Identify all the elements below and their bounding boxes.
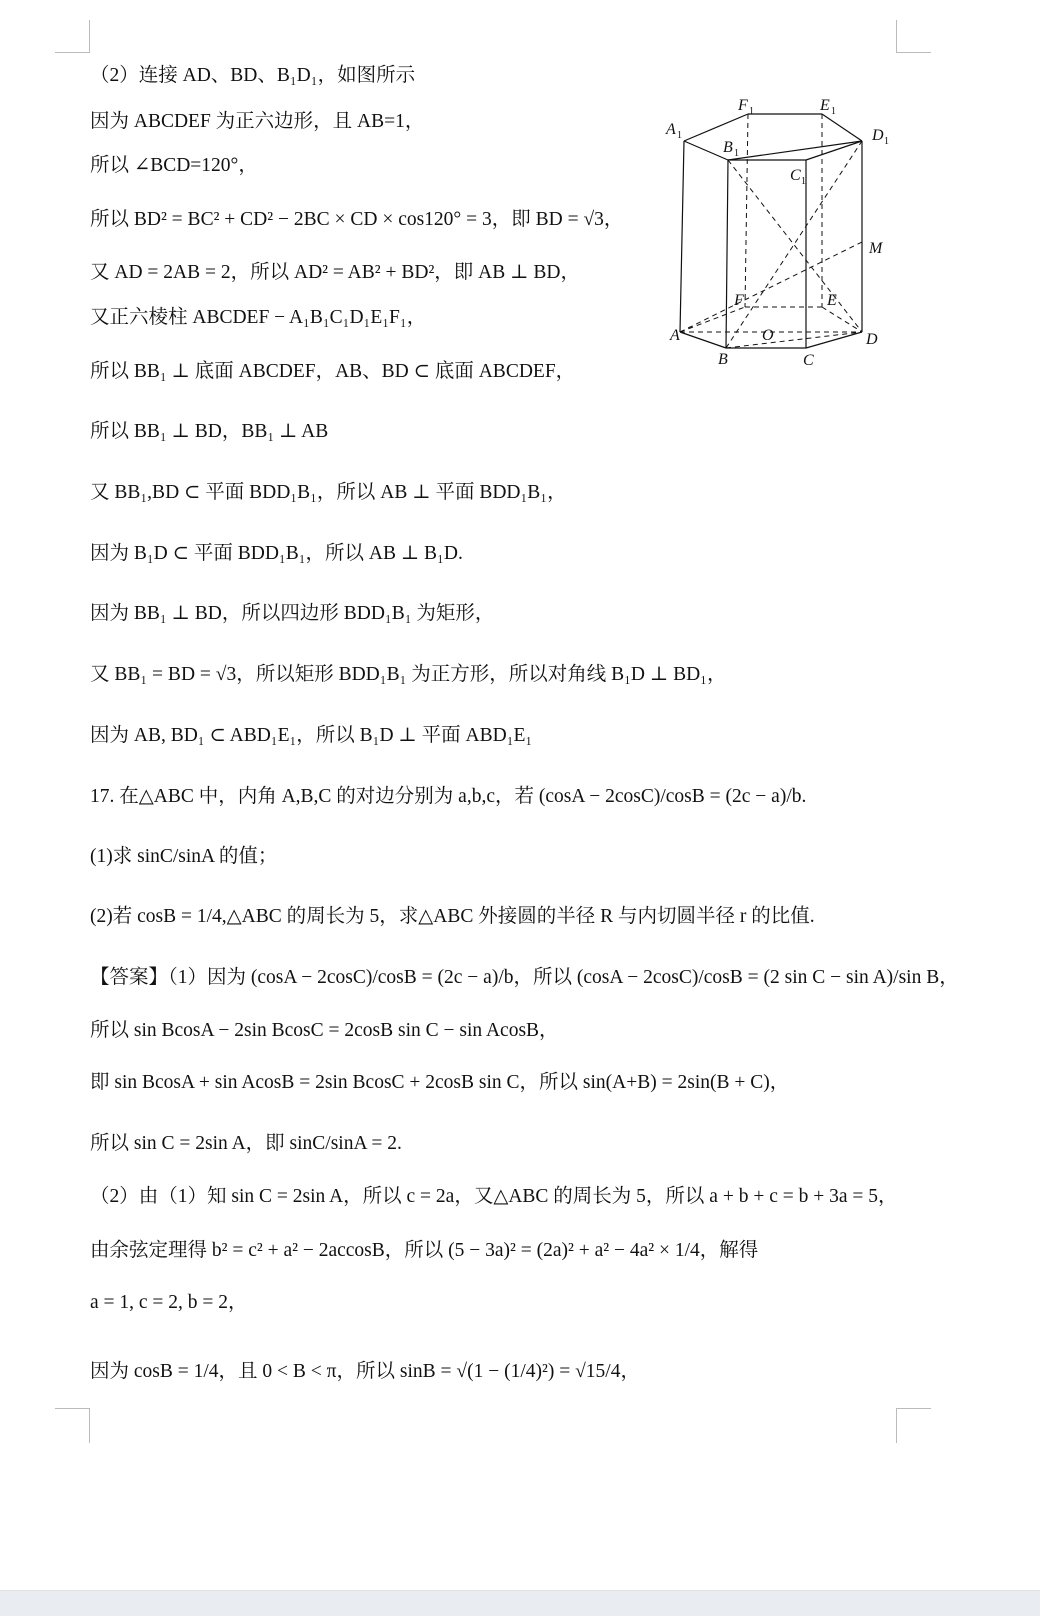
text-line: 又 BB₁ = BD = √3，所以矩形 BDD₁B₁ 为正方形，所以对角线 B₁D ⊥ BD₁， (90, 664, 727, 685)
label-O: O (762, 327, 774, 344)
label-C1: C (790, 167, 801, 184)
edge-AB (680, 332, 726, 348)
text-line: 所以 sin BcosA − 2sin BcosC = 2cosB sin C − sin AcosB， (90, 1020, 559, 1041)
label-B: B (718, 351, 728, 368)
edge-E1D1 (822, 114, 862, 141)
text-line: 因为 AB, BD₁ ⊂ ABD₁E₁，所以 B₁D ⊥ 平面 ABD₁E₁ (90, 725, 533, 746)
text-line: 又正六棱柱 ABCDEF − A₁B₁C₁D₁E₁F₁， (90, 307, 427, 328)
crop-mark-top-right (896, 20, 931, 53)
text-line: a = 1, c = 2, b = 2， (90, 1292, 248, 1313)
label-C: C (803, 352, 814, 369)
answer-line: 【答案】（1）因为 (cosA − 2cosC)/cosB = (2c − a)/b，所以 (cosA − 2cosC)/cosB = (2 sin C − sin A)/sin B， (90, 967, 959, 988)
crop-mark-bottom-right (896, 1408, 931, 1443)
text-line: 又 AD = 2AB = 2，所以 AD² = AB² + BD²，即 AB ⊥ BD， (90, 262, 580, 283)
edge-B1A1 (684, 141, 728, 160)
label-A: A (670, 327, 680, 344)
crop-mark-top-left (55, 20, 90, 53)
line-AM (680, 242, 862, 332)
label-A1: A (666, 121, 676, 138)
edge-CD (806, 332, 862, 348)
text-line: 即 sin BcosA + sin AcosB = 2sin BcosC + 2cosB sin C，所以 sin(A+B) = 2sin(B + C)， (90, 1072, 790, 1093)
label-D: D (866, 331, 878, 348)
label-C1-sub: 1 (801, 176, 806, 187)
edge-B1D1 (728, 141, 862, 160)
text-line: 由余弦定理得 b² = c² + a² − 2accosB，所以 (5 − 3a)² = (2a)² + a² − 4a² × 1/4，解得 (90, 1240, 759, 1261)
text-line: 所以 BD² = BC² + CD² − 2BC × CD × cos120° = 3，即 BD = √3， (90, 209, 624, 230)
label-D1-sub: 1 (884, 136, 889, 147)
text-line: 所以 BB₁ ⊥ BD，BB₁ ⊥ AB (90, 421, 329, 442)
text-line: 所以 sin C = 2sin A，即 sinC/sinA = 2. (90, 1133, 402, 1154)
label-F1: F (738, 97, 748, 114)
text-line: 因为 B₁D ⊂ 平面 BDD₁B₁，所以 AB ⊥ B₁D. (90, 543, 463, 564)
label-E1: E (820, 97, 830, 114)
label-E1-sub: 1 (831, 106, 836, 117)
diag-BD (726, 332, 862, 348)
edge-FF1 (745, 114, 748, 307)
edge-AF (680, 307, 745, 332)
edge-BB1 (726, 160, 728, 348)
edge-ED (822, 307, 862, 332)
text-line: 又 BB₁,BD ⊂ 平面 BDD₁B₁，所以 AB ⊥ 平面 BDD₁B₁， (90, 482, 567, 503)
label-B1-sub: 1 (734, 148, 739, 159)
label-D1: D (872, 127, 884, 144)
hexagonal-prism-figure (666, 92, 935, 382)
text-line: 因为 ABCDEF 为正六边形，且 AB=1， (90, 111, 425, 132)
text-line: 因为 cosB = 1/4，且 0 < B < π，所以 sinB = √(1 − (1/4)²) = √15/4， (90, 1361, 640, 1382)
crop-mark-bottom-left (55, 1408, 90, 1443)
label-A1-sub: 1 (677, 130, 682, 141)
text-line: （2）连接 AD、BD、B₁D₁，如图所示 (90, 65, 416, 86)
label-E: E (827, 292, 837, 309)
text-line: 因为 BB₁ ⊥ BD，所以四边形 BDD₁B₁ 为矩形， (90, 603, 495, 624)
text-line: 所以 ∠BCD=120°， (90, 155, 258, 176)
window-bottom-bar (0, 1590, 1040, 1616)
label-M: M (869, 240, 883, 257)
edge-D1C1 (806, 141, 862, 160)
text-line: 所以 BB₁ ⊥ 底面 ABCDEF，AB、BD ⊂ 底面 ABCDEF， (90, 361, 576, 382)
text-line: （2）由（1）知 sin C = 2sin A，所以 c = 2a，又△ABC 的周长为 5，所以 a + b + c = b + 3a = 5， (90, 1186, 898, 1207)
problem-17-part-1: (1)求 sinC/sinA 的值； (90, 846, 278, 867)
problem-17-part-2: (2)若 cosB = 1/4,△ABC 的周长为 5，求△ABC 外接圆的半径 R 与内切圆半径 r 的比值. (90, 906, 815, 927)
diag-B1D (728, 160, 862, 332)
label-F: F (734, 292, 744, 309)
problem-17-stem: 17. 在△ABC 中，内角 A,B,C 的对边分别为 a,b,c，若 (cosA − 2cosC)/cosB = (2c − a)/b. (90, 786, 807, 807)
label-F1-sub: 1 (749, 106, 754, 117)
label-B1: B (723, 139, 733, 156)
edge-A1F1 (684, 114, 748, 141)
edge-AA1 (680, 141, 684, 332)
